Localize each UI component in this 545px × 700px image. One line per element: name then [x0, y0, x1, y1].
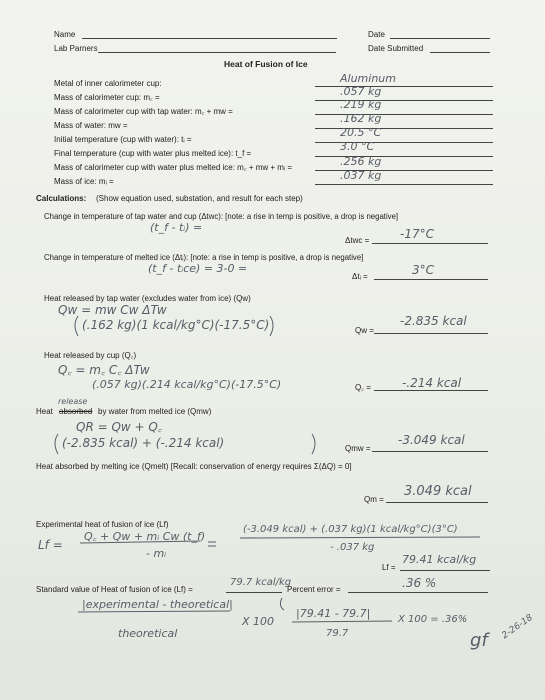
lf-work-denominator: - mᵢ [146, 547, 167, 560]
lf-work-lhs: Lf = [38, 538, 63, 552]
initials-signature: gf [470, 630, 488, 651]
qmelt-value: 3.049 kcal [404, 484, 472, 499]
change-tap-var: Δtwc = [345, 236, 370, 245]
measure-value-cup-water: .219 kg [340, 98, 382, 111]
change-tap-value: -17°C [400, 227, 434, 241]
measure-value-cup-water-ice: .256 kg [340, 155, 382, 168]
lf-sub-fraction-bar [240, 537, 480, 538]
pe-formula-times: X 100 [242, 615, 275, 628]
qw-label: Heat released by tap water (excludes water from ice) (Qw) [44, 294, 251, 303]
qm-handwritten-release: release [58, 397, 88, 406]
qm-paren-right [312, 434, 315, 454]
measure-label-water: Mass of water: mw = [54, 121, 128, 130]
lf-fraction-bar [80, 541, 200, 543]
lf-equals-mark [208, 542, 216, 546]
pe-arrow [280, 598, 284, 610]
qw-paren-left [75, 316, 78, 336]
qm-label-rest: by water from melted ice (Qmw) [98, 407, 212, 416]
qc-work-substitution: (.057 kg)(.214 kcal/kg°C)(-17.5°C) [92, 378, 282, 391]
qm-paren-left [55, 434, 58, 454]
lf-value: 79.41 kcal/kg [402, 553, 477, 566]
measure-label-cup-water: Mass of calorimeter cup with tap water: m꜀ + mw = [54, 107, 233, 116]
calculations-note: (Show equation used, substation, and result for each step) [96, 194, 303, 203]
qc-work-equation: Q꜀ = m꜀ C꜀ ΔTw [58, 363, 150, 377]
measure-value-metal: Aluminum [340, 72, 396, 85]
lf-var: Lf = [382, 563, 396, 572]
lf-work-sub-numerator: (-3.049 kcal) + (.037 kg)(1 kcal/kg°C)(3°C) [243, 524, 458, 535]
qmelt-var: Qm = [364, 495, 384, 504]
measure-value-cup: .057 kg [340, 85, 382, 98]
lf-work-sub-denominator: - .037 kg [330, 542, 375, 553]
name-label: Name [54, 30, 76, 39]
standard-value: 79.7 kcal/kg [230, 577, 292, 588]
qm-var: Qmw = [345, 444, 371, 453]
measure-value-final-temp: 3.0 °C [340, 140, 375, 153]
pe-sub-fraction-bar [292, 621, 392, 622]
qm-value: -3.049 kcal [398, 433, 465, 447]
pe-sub-denominator: 79.7 [326, 628, 349, 639]
qmelt-label: Heat absorbed by melting ice (Qmelt) [Recall: conservation of energy requires Σ(ΔQ) = 0] [36, 462, 352, 471]
percent-error-value: .36 % [402, 576, 437, 590]
change-ice-var: Δtᵢ = [352, 272, 368, 281]
qm-label-struck: absorbed [59, 407, 93, 416]
calculations-heading: Calculations: [36, 194, 87, 203]
pe-formula-numerator: |experimental - theoretical| [82, 598, 233, 611]
qm-work-substitution: (-2.835 kcal) + (-.214 kcal) [62, 436, 225, 450]
date-submitted-label: Date Submitted [368, 44, 424, 53]
measure-value-water: .162 kg [340, 112, 382, 125]
pe-fraction-bar [78, 611, 230, 612]
page-title: Heat of Fusion of Ice [224, 59, 308, 69]
change-ice-label: Change in temperature of melted ice (Δtᵢ): [note: a rise in temp is positive, a drop is negative] [44, 253, 364, 262]
measure-value-ice: .037 kg [340, 169, 382, 182]
pe-sub-result: X 100 = .36% [398, 614, 468, 625]
qc-value: -.214 kcal [402, 376, 462, 390]
lf-label: Experimental heat of fusion of ice (Lf) [36, 520, 169, 529]
qm-label-prefix: Heat [36, 407, 53, 416]
qw-work-substitution: (.162 kg)(1 kcal/kg°C)(-17.5°C) [82, 318, 270, 332]
date-written: 2-26-18 [500, 612, 535, 642]
pe-sub-numerator: |79.41 - 79.7| [296, 607, 371, 620]
qc-label: Heat released by cup (Q꜀) [44, 351, 137, 360]
qw-var: Qw = [355, 326, 374, 335]
qc-var: Q꜀ = [355, 383, 371, 392]
date-label: Date [368, 30, 385, 39]
lab-partners-label: Lab Parners [54, 44, 98, 53]
qw-paren-right [270, 316, 273, 336]
qw-work-equation: Qw = mw Cw ΔTw [58, 303, 167, 317]
standard-value-label: Standard value of Heat of fusion of ice (Lf) = [36, 585, 193, 594]
change-ice-work: (t_f - tᵢce) = 3-0 = [148, 262, 248, 275]
measure-label-cup-water-ice: Mass of calorimeter cup with water plus melted ice: m꜀ + mw + mᵢ = [54, 163, 293, 172]
measure-label-cup: Mass of calorimeter cup: m꜀ = [54, 93, 160, 102]
pe-formula-denominator: theoretical [118, 627, 178, 640]
measure-label-initial-temp: Initial temperature (cup with water): tᵢ = [54, 135, 192, 144]
change-tap-label: Change in temperature of tap water and cup (Δtwc): [note: a rise in temp is positive, a drop is negative] [44, 212, 399, 221]
measure-value-initial-temp: 20.5 °C [340, 126, 382, 139]
change-tap-work: (t_f - tᵢ) = [150, 221, 203, 234]
percent-error-label: Percent error = [287, 585, 341, 594]
qm-work-equation: QR = Qw + Q꜀ [76, 420, 163, 434]
measure-label-metal: Metal of inner calorimeter cup: [54, 79, 162, 88]
lf-work-numerator: Q꜀ + Qw + mᵢ Cw (t_f) [84, 530, 206, 543]
measure-label-ice: Mass of ice: mᵢ = [54, 177, 114, 186]
measure-label-final-temp: Final temperature (cup with water plus melted ice): t_f = [54, 149, 252, 158]
change-ice-value: 3°C [412, 263, 435, 277]
qw-value: -2.835 kcal [400, 314, 467, 328]
